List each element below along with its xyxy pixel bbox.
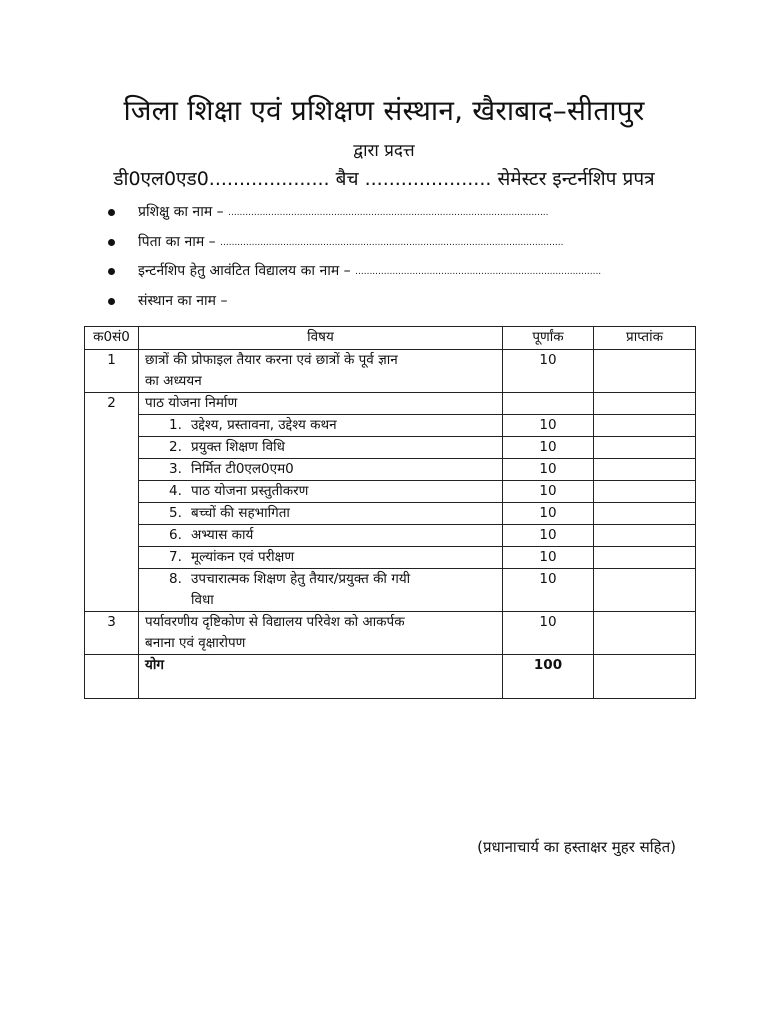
table-header-row xyxy=(85,327,696,350)
full-marks-cell: 10 xyxy=(503,569,594,612)
obtained-marks-cell[interactable] xyxy=(594,525,696,547)
total-marks: 100 xyxy=(503,655,594,699)
table-row xyxy=(85,481,696,503)
item-text-cont: विधा xyxy=(191,592,214,608)
obtained-marks-cell[interactable] xyxy=(594,547,696,569)
subject-cell xyxy=(139,350,503,393)
institute-name-field[interactable] xyxy=(108,290,728,320)
header-obtained-marks: प्राप्तांक xyxy=(594,327,696,350)
full-marks-cell: 10 xyxy=(503,481,594,503)
table-row xyxy=(85,437,696,459)
item-number: 7. xyxy=(169,549,182,565)
obtained-marks-cell[interactable] xyxy=(594,569,696,612)
full-marks-cell: 10 xyxy=(503,415,594,437)
sno-cell: 1 xyxy=(85,350,139,393)
subject-line: का अध्ययन xyxy=(145,373,202,389)
item-number: 3. xyxy=(169,461,182,477)
obtained-marks-cell[interactable] xyxy=(594,437,696,459)
field-label: संस्थान का नाम – xyxy=(138,292,228,309)
item-text: पाठ योजना प्रस्तुतीकरण xyxy=(191,483,309,499)
table-row xyxy=(85,393,696,415)
item-text: मूल्यांकन एवं परीक्षण xyxy=(191,549,295,565)
subject-line: छात्रों की प्रोफाइल तैयार करना एवं छात्रों के पूर्व ज्ञान xyxy=(145,352,398,368)
full-marks-cell xyxy=(503,393,594,415)
subject-item xyxy=(139,525,503,547)
subject-item xyxy=(139,437,503,459)
item-text: उद्देश्य, प्रस्तावना, उद्देश्य कथन xyxy=(191,417,337,433)
field-label: प्रशिक्षु का नाम – xyxy=(138,204,224,220)
trainee-name-field[interactable] xyxy=(108,201,728,231)
item-text: उपचारात्मक शिक्षण हेतु तैयार/प्रयुक्त की गयी xyxy=(191,571,411,587)
full-marks-cell: 10 xyxy=(503,525,594,547)
bullet-icon xyxy=(108,209,115,216)
header-full-marks: पूर्णांक xyxy=(503,327,594,350)
item-number: 8. xyxy=(169,571,182,587)
bullet-icon xyxy=(108,298,115,305)
subject-cell xyxy=(139,612,503,655)
page-title: जिला शिक्षा एवं प्रशिक्षण संस्थान, खैराबाद–सीतापुर xyxy=(123,94,645,127)
table-row xyxy=(85,459,696,481)
item-text: निर्मित टी0एल0एम0 xyxy=(191,461,294,477)
item-number: 2. xyxy=(169,439,182,455)
bullet-icon xyxy=(108,268,115,275)
sno-cell: 2 xyxy=(85,393,139,612)
obtained-marks-cell[interactable] xyxy=(594,459,696,481)
form-heading: डी0एल0एड0.................... बैच ..................... सेमेस्टर इन्टर्नशिप प्रपत्र xyxy=(113,168,655,190)
obtained-marks-cell[interactable] xyxy=(594,350,696,393)
subject-item xyxy=(139,503,503,525)
obtained-marks-cell[interactable] xyxy=(594,612,696,655)
full-marks-cell: 10 xyxy=(503,503,594,525)
field-dots: ........................................................................................................................ xyxy=(220,237,564,248)
table-row xyxy=(85,350,696,393)
sno-cell xyxy=(85,655,139,699)
item-number: 1. xyxy=(169,417,182,433)
obtained-marks-cell[interactable] xyxy=(594,481,696,503)
item-number: 5. xyxy=(169,505,182,521)
item-text: बच्चों की सहभागिता xyxy=(191,505,290,521)
table-row xyxy=(85,503,696,525)
subject-line: बनाना एवं वृक्षारोपण xyxy=(145,635,246,651)
field-dots: ................................................................................................................ xyxy=(228,208,549,218)
total-row xyxy=(85,655,696,699)
principal-signature: (प्रधानाचार्य का हस्ताक्षर मुहर सहित) xyxy=(477,838,676,856)
full-marks-cell: 10 xyxy=(503,612,594,655)
school-name-field[interactable] xyxy=(108,260,728,290)
subject-item xyxy=(139,569,503,612)
obtained-marks-cell[interactable] xyxy=(594,393,696,415)
subject-cell: पाठ योजना निर्माण xyxy=(139,393,503,415)
subject-item xyxy=(139,415,503,437)
item-number: 6. xyxy=(169,527,182,543)
subject-item xyxy=(139,481,503,503)
table-row xyxy=(85,547,696,569)
marks-table xyxy=(84,326,696,699)
subject-line: पर्यावरणीय दृष्टिकोण से विद्यालय परिवेश को आकर्पक xyxy=(145,614,405,630)
father-name-field[interactable] xyxy=(108,231,728,261)
item-text: अभ्यास कार्य xyxy=(191,527,254,543)
field-dots: ...................................................................................... xyxy=(355,267,602,277)
table-row xyxy=(85,415,696,437)
full-marks-cell: 10 xyxy=(503,459,594,481)
table-row xyxy=(85,612,696,655)
full-marks-cell: 10 xyxy=(503,547,594,569)
total-label: योग xyxy=(139,655,503,699)
table-row xyxy=(85,525,696,547)
subtitle: द्वारा प्रदत्त xyxy=(353,141,415,161)
table-row xyxy=(85,569,696,612)
field-label: पिता का नाम – xyxy=(138,233,216,250)
obtained-marks-cell[interactable] xyxy=(594,415,696,437)
obtained-total-cell[interactable] xyxy=(594,655,696,699)
subject-item xyxy=(139,547,503,569)
full-marks-cell: 10 xyxy=(503,350,594,393)
item-text: प्रयुक्त शिक्षण विधि xyxy=(191,439,285,455)
subject-item xyxy=(139,459,503,481)
header-sno: क0सं0 xyxy=(85,327,139,350)
sno-cell: 3 xyxy=(85,612,139,655)
details-fields xyxy=(108,201,728,319)
full-marks-cell: 10 xyxy=(503,437,594,459)
item-number: 4. xyxy=(169,483,182,499)
field-label: इन्टर्नशिप हेतु आवंटित विद्यालय का नाम – xyxy=(138,263,351,279)
obtained-marks-cell[interactable] xyxy=(594,503,696,525)
header-subject: विषय xyxy=(139,327,503,350)
bullet-icon xyxy=(108,239,115,246)
